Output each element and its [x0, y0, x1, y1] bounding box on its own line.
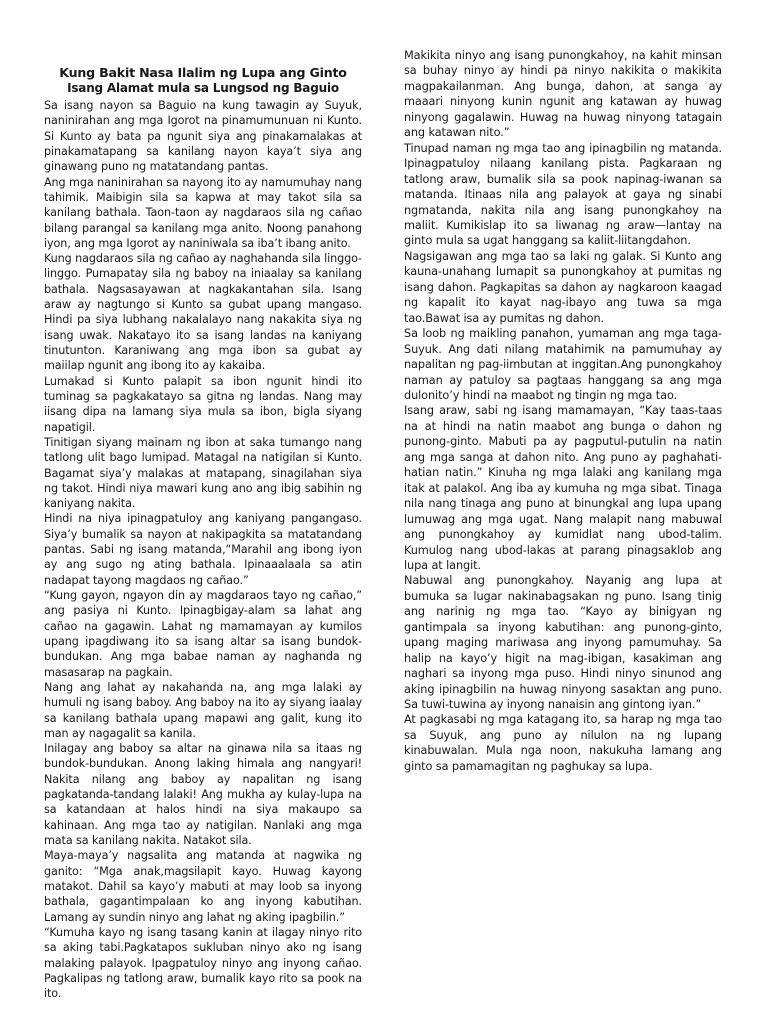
paragraph: Inilagay ang baboy sa altar na ginawa nila sa itaas ng bundok-bundukan. Anong laking himala ang nangyari! Nakita nilang ang baboy ay napalitan ng isang pagkatanda-tandang lalaki! Ang mukha ay kulay-lupa na sa katandaan at halos hindi na siya makaupo sa kahinaan. Ang mga tao ay natigilan. Nanlaki ang mga mata sa kanilang nakita. Natakot sila.	[44, 742, 362, 847]
paragraph: Makikita ninyo ang isang punongkahoy, na kahit minsan sa buhay ninyo ay hindi pa ninyo nakikita o makikita magpakailanman. Ang bunga, dahon, at sanga ay maaari ninyong kunin ngunit ang katawan ay huwag ninyong gagalawin. Huwag na huwag ninyong tatagain ang katawan nito.”	[404, 49, 722, 140]
paragraph: Nagsigawan ang mga tao sa laki ng galak. Si Kunto ang kauna-unahang lumapit sa punongkahoy at pumitas ng isang dahon. Pagkapitas sa dahon ay nagkaroon kaagad ng kapalit ito kayat nag-ibayo ang tuwa sa mga tao.Bawat isa ay pumitas ng dahon.	[404, 249, 722, 325]
paragraph: Maya-maya’y nagsalita ang matanda at nagwika ng ganito: “Mga anak,magsilapit kayo. Huwag kayong matakot. Dahil sa kayo’y mabuti at may loob sa inyong bathala, gagantimpalaan ko ang inyong kabutihan. Lamang ay sundin ninyo ang lahat ng aking ipagbilin.”	[44, 849, 362, 924]
paragraph: Tinitigan siyang mainam ng ibon at saka tumango nang tatlong ulit bago lumipad. Matagal na natigilan si Kunto. Bagamat siya’y malakas at matapang, sinagilahan siya ng takot. Hindi niya mawari kung ano ang ibig sabihin ng kaniyang nakita.	[44, 435, 362, 511]
paragraph: Kung nagdaraos sila ng cañao ay naghahanda sila linggo-linggo. Pumapatay sila ng baboy na iniaalay sa kanilang bathala. Nagsasayawan at nagkakantahan sila. Isang araw ay nagtungo si Kunto sa gubat upang mangaso. Hindi pa siya lubhang nakalalayo nang nakakita siya ng isang uwak. Nakatayo ito sa isang landas na kaniyang tinutunton. Karaniwang ang mga ibon sa gubat ay maiilap ngunit ang ibong ito ay kakaiba.	[44, 252, 362, 373]
paragraph: Sa loob ng maikling panahon, yumaman ang mga taga-Suyuk. Ang dati nilang matahimik na pamumuhay ay napalitan ng pag-iimbutan at inggitan.Ang punongkahoy naman ay patuloy sa pagtaas hanggang sa ang mga dulonito’y hindi na maabot ng tingin ng mga tao.	[404, 327, 722, 402]
paragraph: Ang mga naninirahan sa nayong ito ay namumuhay nang tahimik. Maibigin sila sa kapwa at may takot sila sa kanilang bathala. Taon-taon ay nagdaraos sila ng cañao bilang parangal sa kanilang mga anito. Noong panahong iyon, ang mga Igorot ay naniniwala sa iba’t ibang anito.	[44, 175, 362, 250]
paragraph: Isang araw, sabi ng isang mamamayan, “Kay taas-taas na at hindi na natin maabot ang bunga o dahon ng punong-ginto. Mabuti pa ay pagputul-putulin na natin ang mga sanga at dahon nito. Ang puno ay paghahati-hatian natin.” Kinuha ng mga lalaki ang kanilang mga itak at palakol. Ang iba ay kumuha ng mga sibat. Tinaga nila nang tinaga ang puno at binungkal ang lupa upang lumuwag ang mga ugat. Nang malapit nang mabuwal ang punongkahoy ay kumidlat nang ubod-talim. Kumulog nang ubod-lakas at parang pinagsaklob ang lupa at langit.	[404, 404, 722, 572]
right-column	[404, 48, 722, 774]
paragraph: Tinupad naman ng mga tao ang ipinagbilin ng matanda. Ipinagpatuloy nilaang kanilang pista. Pagkaraan ng tatlong araw, bumalik sila sa pook napinag-iwanan sa matanda. Itinaas nila ang palayok at gaya ng sinabi ngmatanda, nakita nila ang isang punongkahoy na maliit. Kumikislap ito sa liwanag ng araw—lantay na ginto mula sa ugat hanggang sa kaliit-liitangdahon.	[404, 141, 722, 248]
paragraph: Nang ang lahat ay nakahanda na, ang mga lalaki ay humuli ng isang baboy. Ang baboy na ito ay siyang iaalay sa kanilang bathala upang mapawi ang galit, kung ito man ay nagagalit sa kanila.	[44, 680, 362, 740]
document-subtitle: Isang Alamat mula sa Lungsod ng Baguio	[67, 81, 339, 95]
paragraph: Hindi na niya ipinagpatuloy ang kaniyang pangangaso. Siya’y bumalik sa nayon at nakipagkita sa matatandang pantas. Sabi ng isang matanda,“Marahil ang ibong iyon ay ang sugo ng ating bathala. Ipinaaalaala sa atin nadapat tayong magdaos ng cañao.”	[44, 512, 362, 587]
document-title: Kung Bakit Nasa Ilalim ng Lupa ang Ginto	[59, 65, 347, 80]
paragraph: “Kung gayon, ngayon din ay magdaraos tayo ng cañao,” ang pasiya ni Kunto. Ipinagbigay-alam sa lahat ang cañao na gagawin. Lahat ng mamamayan ay kumilos upang ipagdiwang ito sa isang altar sa isang bundok-bundukan. Ang mga babae naman ay naghanda ng masasarap na pagkain.	[44, 589, 362, 679]
paragraph: Lumakad si Kunto palapit sa ibon ngunit hindi ito tuminag sa pagkakatayo sa gitna ng landas. Nang may iisang dipa na lamang siya mula sa ibon, bigla siyang napatigil.	[44, 374, 362, 434]
paragraph: Sa isang nayon sa Baguio na kung tawagin ay Suyuk, naninirahan ang mga Igorot na pinamumunuan ni Kunto. Si Kunto ay bata pa ngunit siya ang pinakamalakas at pinakamatapang sa kanilang nayon kaya’t siya ang ginawang puno ng matatandang pantas.	[44, 99, 362, 174]
paragraph: “Kumuha kayo ng isang tasang kanin at ilagay ninyo rito sa aking tabi.Pagkatapos sukluban ninyo ako ng isang malaking palayok. Ipagpatuloy ninyo ang inyong cañao. Pagkalipas ng tatlong araw, bumalik kayo rito sa pook na ito.	[44, 925, 362, 1001]
paragraph: At pagkasabi ng mga katagang ito, sa harap ng mga tao sa Suyuk, ang puno ay nilulon na ng lupang kinabuwalan. Mula nga noon, nakukuha lamang ang ginto sa pamamagitan ng paghukay sa lupa.	[404, 713, 722, 773]
left-column	[44, 65, 362, 1001]
paragraph: Nabuwal ang punongkahoy. Nayanig ang lupa at bumuka sa lugar nakinabagsakan ng puno. Isang tinig ang narinig ng mga tao. “Kayo ay binigyan ng gantimpala sa inyong kabutihan: ang punong-ginto, upang maging mariwasa ang inyong pamumuhay. Sa halip na kayo’y higit na mag-ibigan, kasakiman ang naghari sa inyong mga puso. Hindi ninyo sinunod ang aking ipinagbilin na huwag ninyong sasaktan ang puno. Sa tuwi-tuwina ay inyong nanaisin ang gintong iyan.”	[404, 574, 722, 712]
